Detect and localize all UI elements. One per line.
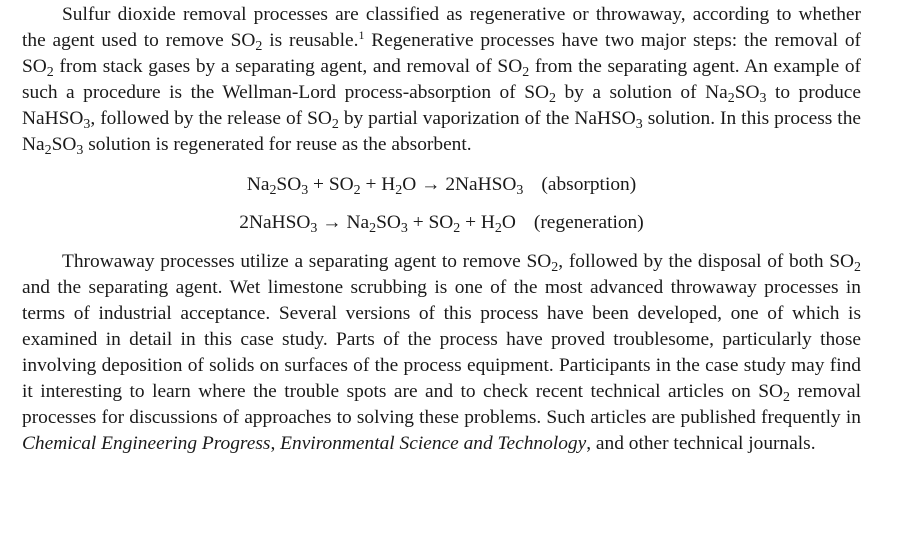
equation-body: [247, 166, 524, 204]
text-run: solution. In this process the Na: [22, 108, 861, 155]
eq-text: Na: [246, 174, 270, 195]
journal-title: Environmental Science and Technology: [280, 433, 587, 454]
eq-subscript: 3: [400, 221, 408, 237]
text-run: is reusable.: [262, 30, 359, 51]
eq-text: + H: [360, 174, 396, 195]
text-run: SO: [51, 134, 77, 155]
document-page: [22, 2, 861, 457]
eq-text: SO: [276, 174, 302, 195]
equation-block: [22, 166, 861, 242]
text-run: Sulfur dioxide removal processes are classified as regenerative or throwaway, according to whether the agent used to remove SO: [22, 4, 861, 51]
eq-text: O → 2NaHSO: [402, 174, 517, 195]
eq-subscript: 2: [453, 221, 461, 237]
text-run: removal processes for discussions of approaches to solving these problems. Such articles are published frequently in: [22, 381, 861, 428]
subscript: 2: [255, 39, 263, 55]
text-run: ,: [270, 433, 281, 454]
text-run: from the separating agent. An example of such a procedure is the Wellman-Lord process-absorption of SO: [22, 56, 861, 103]
text-run: , followed by the release of SO: [90, 108, 332, 129]
text-run: Regenerative processes have two major steps: the removal of SO: [22, 30, 861, 77]
text-run: by a solution of Na: [555, 82, 728, 103]
text-run: Throwaway processes utilize a separating agent to remove SO: [62, 251, 552, 272]
text-run: from stack gases by a separating agent, and removal of SO: [53, 56, 523, 77]
subscript: 2: [44, 143, 52, 159]
eq-subscript: 2: [269, 183, 277, 199]
text-run: solution is regenerated for reuse as the absorbent.: [83, 134, 472, 155]
paragraph-throwaway: [22, 249, 861, 457]
eq-subscript: 2: [353, 183, 361, 199]
text-run: and the separating agent. Wet limestone scrubbing is one of the most advanced throwaway processes in terms of industrial acceptance. Several versions of this process have been developed, one of which is examined in detail in this case study. Parts of the process have proved troublesome, particularly those involving deposition of solids on surfaces of the process equipment. Participants in the case study may find it interesting to learn where the trouble spots are and to check recent technical articles on SO: [22, 277, 861, 402]
subscript: 2: [522, 65, 530, 81]
subscript: 2: [551, 260, 559, 276]
eq-subscript: 3: [516, 183, 524, 199]
subscript: 2: [727, 91, 735, 107]
equation-regeneration: [22, 204, 861, 242]
subscript: 2: [46, 65, 54, 81]
subscript: 2: [854, 260, 861, 276]
eq-text: + H: [460, 212, 495, 233]
eq-subscript: 2: [369, 221, 377, 237]
subscript: 2: [783, 390, 790, 406]
subscript: 2: [331, 117, 339, 133]
text-run: , followed by the disposal of both SO: [558, 251, 855, 272]
subscript: 3: [83, 117, 91, 133]
journal-title: Chemical Engineering Progress: [22, 433, 271, 454]
eq-text: → Na: [317, 212, 370, 233]
eq-text: + SO: [407, 212, 454, 233]
paragraph-regenerative: [22, 2, 861, 158]
equation-body: [239, 204, 516, 242]
footnote-reference: 1: [358, 28, 365, 43]
subscript: 3: [635, 117, 643, 133]
text-run: , and other technical journals.: [586, 433, 816, 454]
text-run: by partial vaporization of the NaHSO: [338, 108, 636, 129]
eq-text: O: [501, 212, 516, 233]
subscript: 2: [548, 91, 556, 107]
eq-text: + SO: [308, 174, 354, 195]
text-run: SO: [734, 82, 760, 103]
text-run: to produce NaHSO: [22, 82, 861, 129]
equation-tag-regeneration: (regeneration): [533, 212, 644, 233]
eq-subscript: 2: [395, 183, 403, 199]
subscript: 3: [76, 143, 84, 159]
subscript: 3: [759, 91, 767, 107]
eq-subscript: 2: [494, 221, 502, 237]
eq-text: 2NaHSO: [239, 212, 311, 233]
eq-subscript: 3: [310, 221, 318, 237]
equation-absorption: [22, 166, 861, 204]
eq-text: SO: [376, 212, 401, 233]
equation-tag-absorption: (absorption): [541, 174, 637, 195]
eq-subscript: 3: [301, 183, 309, 199]
